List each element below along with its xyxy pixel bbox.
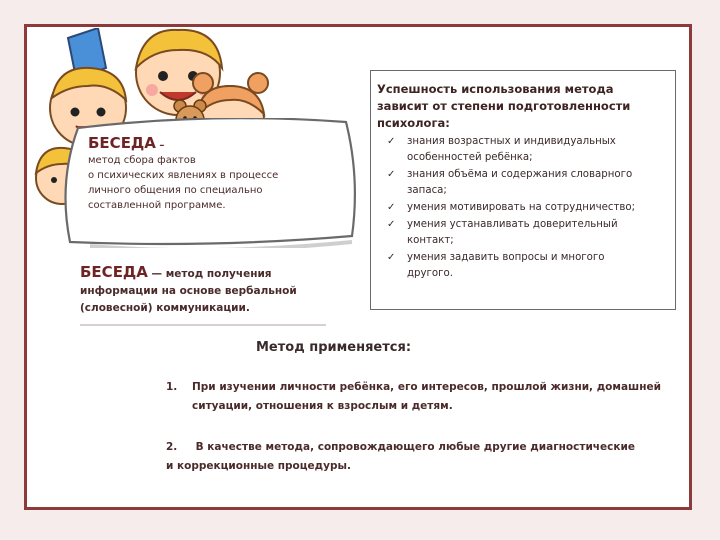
applied-item-1-line: При изучении личности ребёнка, его интересов, прошлой жизни, домашней	[192, 381, 661, 393]
checkmark-icon: ✓	[387, 136, 396, 147]
list-item	[377, 250, 665, 282]
definition2-text-first: — метод получения	[147, 268, 272, 280]
list-item	[377, 134, 665, 166]
applied-item-1	[166, 378, 676, 416]
speech-title-dash: –	[155, 140, 165, 151]
list-item-line: контакт;	[407, 235, 454, 246]
definition2-line: (словесной) коммуникации.	[80, 302, 250, 314]
second-definition	[80, 264, 330, 317]
speech-line: составленной программе.	[88, 200, 226, 211]
checkmark-icon: ✓	[387, 252, 396, 263]
factors-list	[377, 134, 665, 282]
box-title-line: Успешность использования метода	[377, 82, 614, 96]
speech-line: метод сбора фактов	[88, 155, 196, 166]
success-factors-box	[370, 70, 676, 310]
definition2-title: БЕСЕДА	[80, 263, 148, 281]
box-title	[377, 81, 665, 132]
list-item-line: умения задавить вопросы и многого	[407, 252, 605, 263]
list-item-line: умения мотивировать на сотрудничество;	[407, 202, 636, 213]
speech-definition	[88, 136, 328, 213]
list-item-line: знания объёма и содержания словарного	[407, 169, 633, 180]
applied-item-2	[166, 438, 676, 476]
checkmark-icon: ✓	[387, 169, 396, 180]
list-item-line: знания возрастных и индивидуальных	[407, 136, 616, 147]
list-item	[377, 167, 665, 199]
list-item-line: особенностей ребёнка;	[407, 152, 533, 163]
definition2-line: информации на основе вербальной	[80, 285, 297, 297]
speech-title: БЕСЕДА	[88, 134, 156, 152]
box-title-line: зависит от степени подготовленности	[377, 99, 631, 113]
list-item-line: другого.	[407, 268, 453, 279]
checkmark-icon: ✓	[387, 202, 396, 213]
applied-item-1-number: 1.	[166, 381, 178, 393]
applied-item-1-line: ситуации, отношения к взрослым и детям.	[192, 400, 453, 412]
speech-line: о психических явлениях в процессе	[88, 170, 279, 181]
checkmark-icon: ✓	[387, 219, 396, 230]
applied-item-2-line: и коррекционные процедуры.	[166, 460, 351, 472]
list-item-line: запаса;	[407, 185, 447, 196]
speech-line: личного общения по специально	[88, 185, 263, 196]
list-item	[377, 200, 665, 216]
list-item-line: умения устанавливать доверительный	[407, 219, 618, 230]
applied-item-2-line: 2. В качестве метода, сопровождающего любые другие диагностические	[166, 441, 635, 453]
box-title-line: психолога:	[377, 116, 450, 130]
list-item	[377, 217, 665, 249]
definition2-underline	[80, 324, 326, 326]
applied-heading: Метод применяется:	[256, 340, 412, 355]
